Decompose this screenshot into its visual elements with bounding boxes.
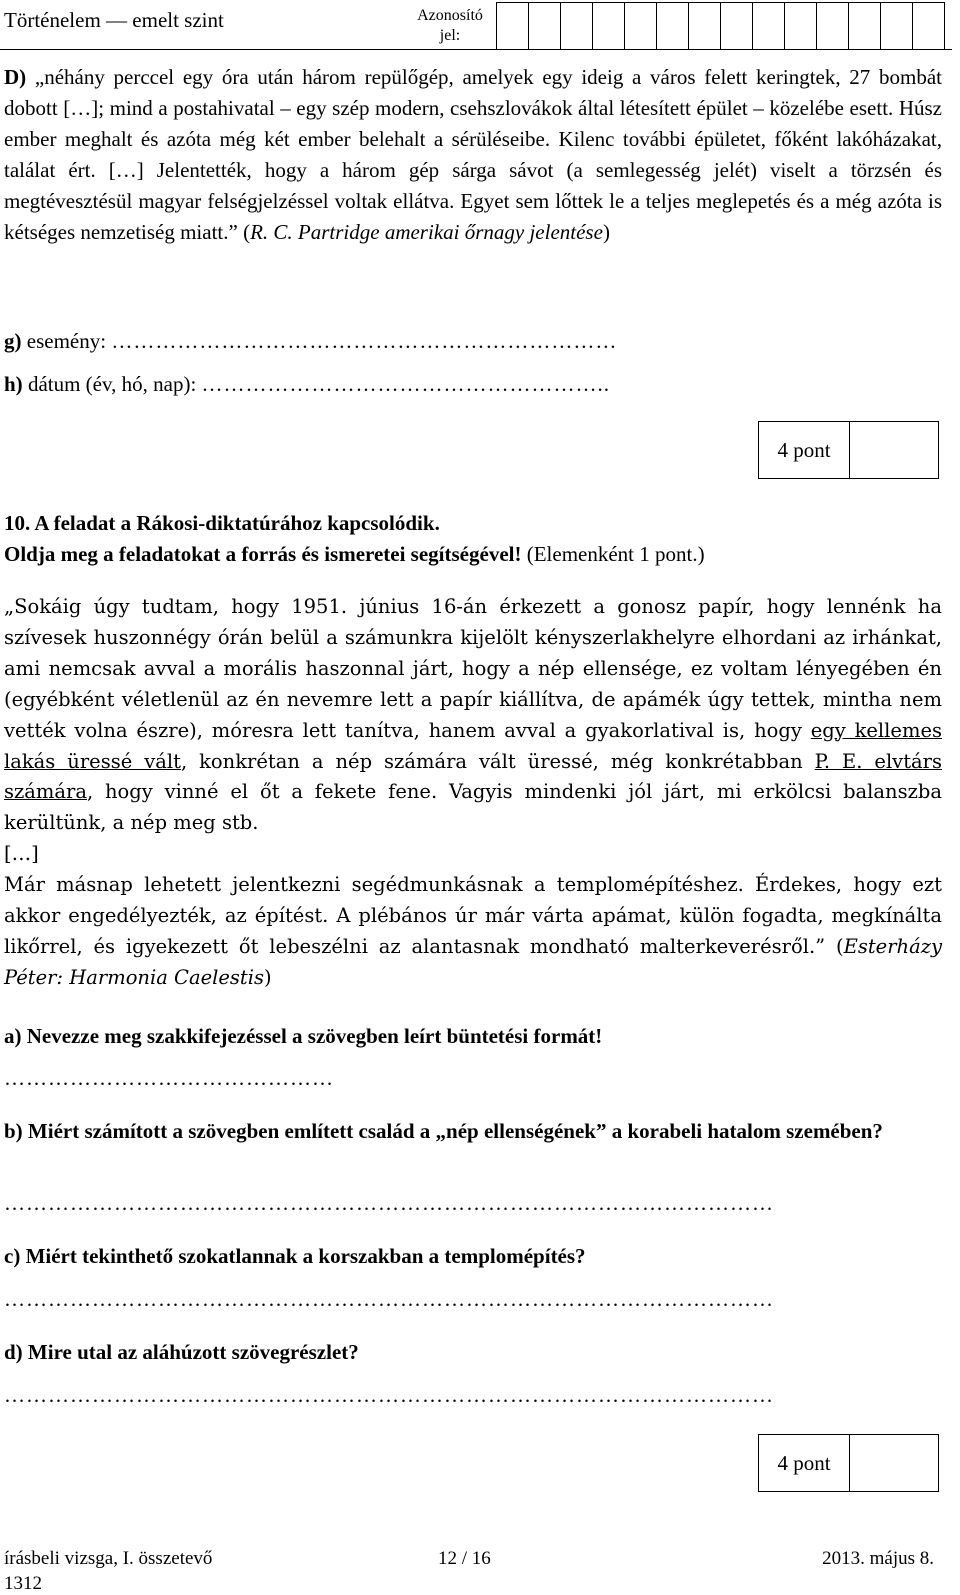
answer-line-d[interactable]: ……………………………………………………………………………………………: [4, 1383, 774, 1407]
footer-date: 2013. május 8.: [822, 1548, 934, 1569]
id-code-box[interactable]: [912, 2, 945, 50]
source-10: „Sokáig úgy tudtam, hogy 1951. június 16-án érkezett a gonosz papír, hogy lennénk ha szívesek huszonnégy órán belül a számunkra kijelölt kényszerlakhelyre elhordani az irhánkat, ami nemcsak avval a morális haszonnal járt, hogy a nép ellensége, ez voltam lényegében én (egyébként véletlenül az én nevemre lett a papír kiállítva, de apámék úgy tettek, mintha nem vették volna észre), móresra lett tanítva, hanem avval a gyakorlatival is, hogy egy kellemes lakás üressé vált, konkrétan a nép számára vált üressé, még konkrétabban P. E. elvtárs számára, hogy vinné el őt a fekete fene. Vagyis mindenki jól járt, mi erkölcsi balanszba kerültünk, a nép meg stb. […] Már másnap lehetett jelentkezni segédmunkásnak a templomépítéshez. Érdekes, hogy ezt akkor engedélyezték, az építést. A plébános úr már várta apámat, külön fogadta, megkínálta likőrrel, és igyekezett őt lebeszélni az alantasnak mondható malterkeverésről.” (Esterházy Péter: Harmonia Caelestis): [4, 595, 942, 989]
id-code-box[interactable]: [528, 2, 561, 50]
points-box-2: [758, 1434, 939, 1492]
question-a: a) Nevezze meg szakkifejezéssel a szövegben leírt büntetési formát!: [4, 1024, 603, 1048]
points-score-field-2[interactable]: [850, 1435, 938, 1491]
source-d: D) „néhány perccel egy óra után három repülőgép, amelyek egy ideig a város felett keringtek, 27 bombát dobott […]; mind a postahivatal – egy szép modern, csehszlovákok által létesített épület – közelébe esett. Húsz ember meghalt és azóta még két ember belehalt a sérüléseibe. Kilenc további épületet, főként lakóházakat, találat ért. […] Jelentették, hogy a három gép sárga sávot (a semlegesség jelét) viselt a törzsén és megtévesztésül magyar felségjelzéssel voltak ellátva. Egyet sem lőttek le a teljes meglepetés és a még azóta is kétséges nemzetiség miatt.” (R. C. Partridge amerikai őrnagy jelentése): [4, 65, 942, 244]
answer-line-g[interactable]: ……………………………………………………………: [111, 329, 618, 353]
answer-line-c[interactable]: ……………………………………………………………………………………………: [4, 1287, 774, 1311]
footer-code: 1312: [4, 1573, 42, 1594]
source-d-citation: R. C. Partridge amerikai őrnagy jelentése: [250, 220, 603, 244]
id-code-box[interactable]: [592, 2, 625, 50]
id-code-box[interactable]: [720, 2, 753, 50]
footer-page-number: 12 / 16: [438, 1548, 491, 1569]
question-h: h) dátum (év, hó, nap): ………………………………………………..: [4, 372, 611, 396]
id-code-box[interactable]: [624, 2, 657, 50]
answer-line-h[interactable]: ………………………………………………..: [201, 372, 611, 396]
id-code-boxes: [497, 2, 945, 50]
points-label-1: 4 pont: [759, 422, 850, 478]
underlined-phrase-1: egy kellemes lakás üressé vált: [4, 718, 942, 773]
footer-exam-label: írásbeli vizsga, I. összetevő: [4, 1548, 213, 1569]
source-d-label: D): [4, 65, 27, 89]
id-code-box[interactable]: [656, 2, 689, 50]
task-10-heading: 10. A feladat a Rákosi-diktatúrához kapcsolódik. Oldja meg a feladatokat a forrás és ismeretei segítségével! (Elemenként 1 pont.): [4, 511, 705, 566]
id-code-box[interactable]: [560, 2, 593, 50]
question-b: b) Miért számított a szövegben említett család a „nép ellenségének” a korabeli hatalom szemében?: [4, 1119, 883, 1143]
id-code-box[interactable]: [752, 2, 785, 50]
source-10-citation: Esterházy Péter: Harmonia Caelestis: [4, 934, 942, 989]
id-label: Azonosító jel:: [417, 7, 483, 44]
id-code-box[interactable]: [880, 2, 913, 50]
header-divider: [0, 49, 952, 50]
question-g: g) esemény: ……………………………………………………………: [4, 329, 618, 353]
question-c: c) Miért tekinthető szokatlannak a korszakban a templomépítés?: [4, 1244, 586, 1268]
header-title: Történelem — emelt szint: [4, 8, 224, 32]
id-code-box[interactable]: [816, 2, 849, 50]
answer-line-b[interactable]: ……………………………………………………………………………………………: [4, 1191, 774, 1215]
points-label-2: 4 pont: [759, 1435, 850, 1491]
underlined-phrase-2: P. E. elvtárs számára: [4, 749, 942, 804]
source-d-text: „néhány perccel egy óra után három repülőgép, amelyek egy ideig a város felett keringtek, 27 bombát dobott […]; mind a postahivatal – egy szép modern, csehszlovákok által létesített épület – közelébe esett. Húsz ember meghalt és azóta még két ember belehalt a sérüléseibe. Kilenc további épületet, főként lakóházakat, találat ért. […] Jelentették, hogy a három gép sárga sávot (a semlegesség jelét) viselt a törzsén és megtévesztésül magyar felségjelzéssel voltak ellátva. Egyet sem lőttek le a teljes meglepetés és a még azóta is kétséges nemzetiség miatt.” (: [4, 65, 942, 244]
answer-line-a[interactable]: ………………………………………: [4, 1066, 334, 1090]
id-code-box[interactable]: [848, 2, 881, 50]
points-box-1: [758, 421, 939, 479]
id-code-box[interactable]: [496, 2, 529, 50]
id-code-box[interactable]: [784, 2, 817, 50]
question-d: d) Mire utal az aláhúzott szövegrészlet?: [4, 1340, 359, 1364]
id-code-box[interactable]: [688, 2, 721, 50]
points-score-field-1[interactable]: [850, 422, 938, 478]
